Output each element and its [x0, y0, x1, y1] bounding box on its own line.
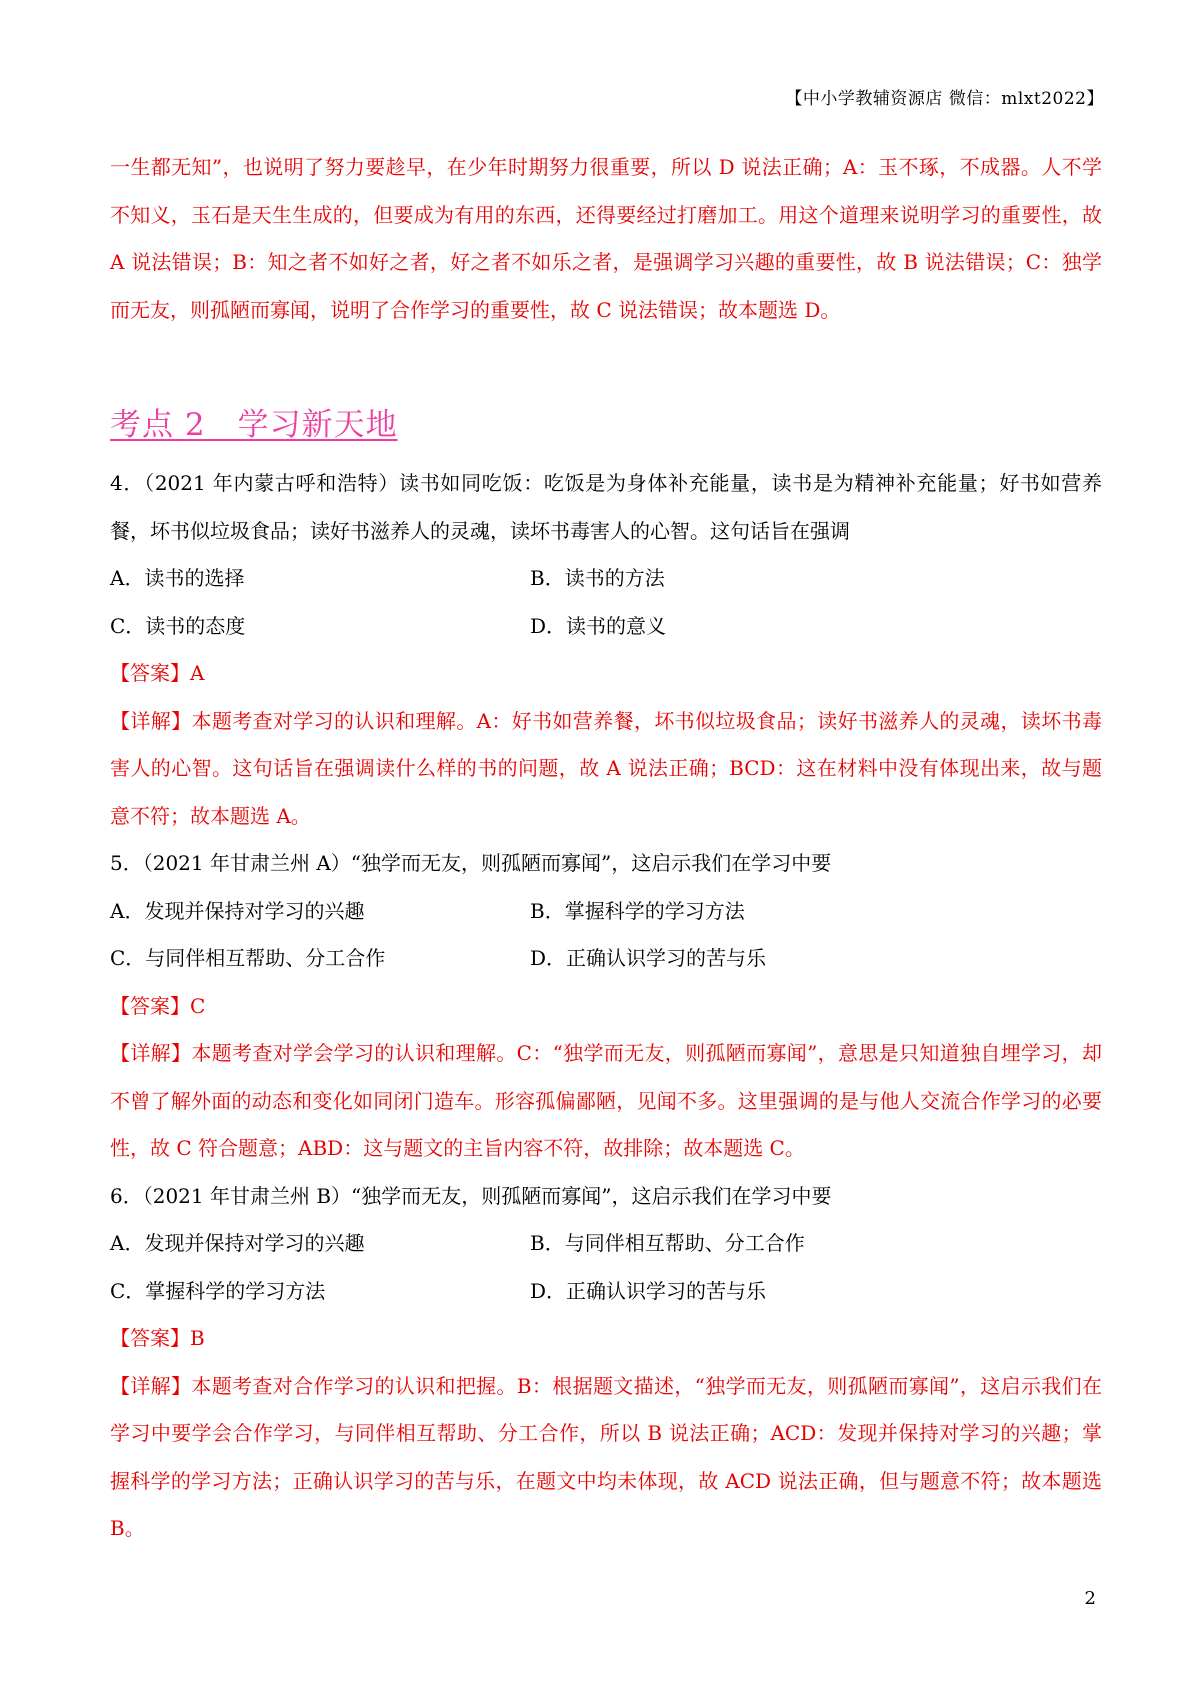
option-c: C．与同伴相互帮助、分工合作: [110, 946, 386, 970]
answer: 【答案】C: [110, 993, 206, 1018]
option-d: D．正确认识学习的苦与乐: [530, 1278, 767, 1303]
page-number: 2: [1084, 1588, 1096, 1609]
option-c: C．掌握科学的学习方法: [110, 1278, 326, 1303]
option-d: D．读书的意义: [530, 613, 667, 638]
question-stem: 5．（2021 年甘肃兰州 A）“独学而无友，则孤陋而寡闻”，这启示我们在学习中要: [110, 851, 832, 875]
question-options: [110, 888, 1102, 983]
option-b: B．与同伴相互帮助、分工合作: [530, 1231, 805, 1255]
header-note: 【中小学教辅资源店 微信：mlxt2022】: [785, 89, 1104, 109]
answer: 【答案】A: [110, 661, 205, 685]
explanation: 【详解】本题考查对学习的认识和理解。A：好书如营养餐，坏书似垃圾食品；读好书滋养人的灵魂，读坏书毒害人的心智。这句话旨在强调读什么样的书的问题，故 A 说法正确；BCD：这在材料中没有体现出来，故与题意不符；故本题选 A。: [110, 708, 1102, 828]
option-a: A．发现并保持对学习的兴趣: [110, 1231, 365, 1255]
carry-over-explanation: [110, 144, 1102, 334]
question-4: [110, 460, 1102, 840]
option-c: C．读书的态度: [110, 613, 246, 638]
question-stem: 4．（2021 年内蒙古呼和浩特）读书如同吃饭：吃饭是为身体补充能量，读书是为精神补充能量；好书如营养餐，坏书似垃圾食品；读好书滋养人的灵魂，读坏书毒害人的心智。这句话旨在强调: [110, 471, 1102, 543]
option-d: D．正确认识学习的苦与乐: [530, 946, 767, 970]
explanation: 【详解】本题考查对合作学习的认识和把握。B：根据题文描述，“独学而无友，则孤陋而寡闻”，这启示我们在学习中要学会合作学习，与同伴相互帮助、分工合作，所以 B 说法正确；ACD：发现并保持对学习的兴趣；掌握科学的学习方法；正确认识学习的苦与乐，在题文中均未体现，故 ACD 说法正确，但与题意不符；故本题选 B。: [110, 1373, 1102, 1540]
option-a: A．发现并保持对学习的兴趣: [110, 898, 365, 923]
option-b: B．读书的方法: [530, 566, 665, 590]
question-6: [110, 1173, 1102, 1553]
option-a: A．读书的选择: [110, 566, 245, 590]
answer: 【答案】B: [110, 1326, 205, 1350]
explanation-continued: 一生都无知”，也说明了努力要趁早，在少年时期努力很重要，所以 D 说法正确；A：玉不琢，不成器。人不学不知义，玉石是天生生成的，但要成为有用的东西，还得要经过打磨加工。用这个道理来说明学习的重要性，故 A 说法错误；B：知之者不如好之者，好之者不如乐之者，是强调学习兴趣的重要性，故 B 说法错误；C：独学而无友，则孤陋而寡闻，说明了合作学习的重要性，故 C 说法错误；故本题选 D。: [110, 155, 1102, 322]
section-title: 考点 2 学习新天地: [110, 407, 398, 443]
explanation: 【详解】本题考查对学会学习的认识和理解。C：“独学而无友，则孤陋而寡闻”，意思是只知道独自埋学习，却不曾了解外面的动态和变化如同闭门造车。形容孤偏鄙陋，见闻不多。这里强调的是与他人交流合作学习的必要性，故 C 符合题意；ABD：这与题文的主旨内容不符，故排除；故本题选 C。: [110, 1041, 1102, 1160]
question-options: [110, 555, 1102, 650]
question-options: [110, 1220, 1102, 1315]
question-list: [110, 460, 1102, 1553]
question-5: [110, 840, 1102, 1173]
option-b: B．掌握科学的学习方法: [530, 898, 745, 923]
question-stem: 6．（2021 年甘肃兰州 B）“独学而无友，则孤陋而寡闻”，这启示我们在学习中要: [110, 1183, 832, 1208]
